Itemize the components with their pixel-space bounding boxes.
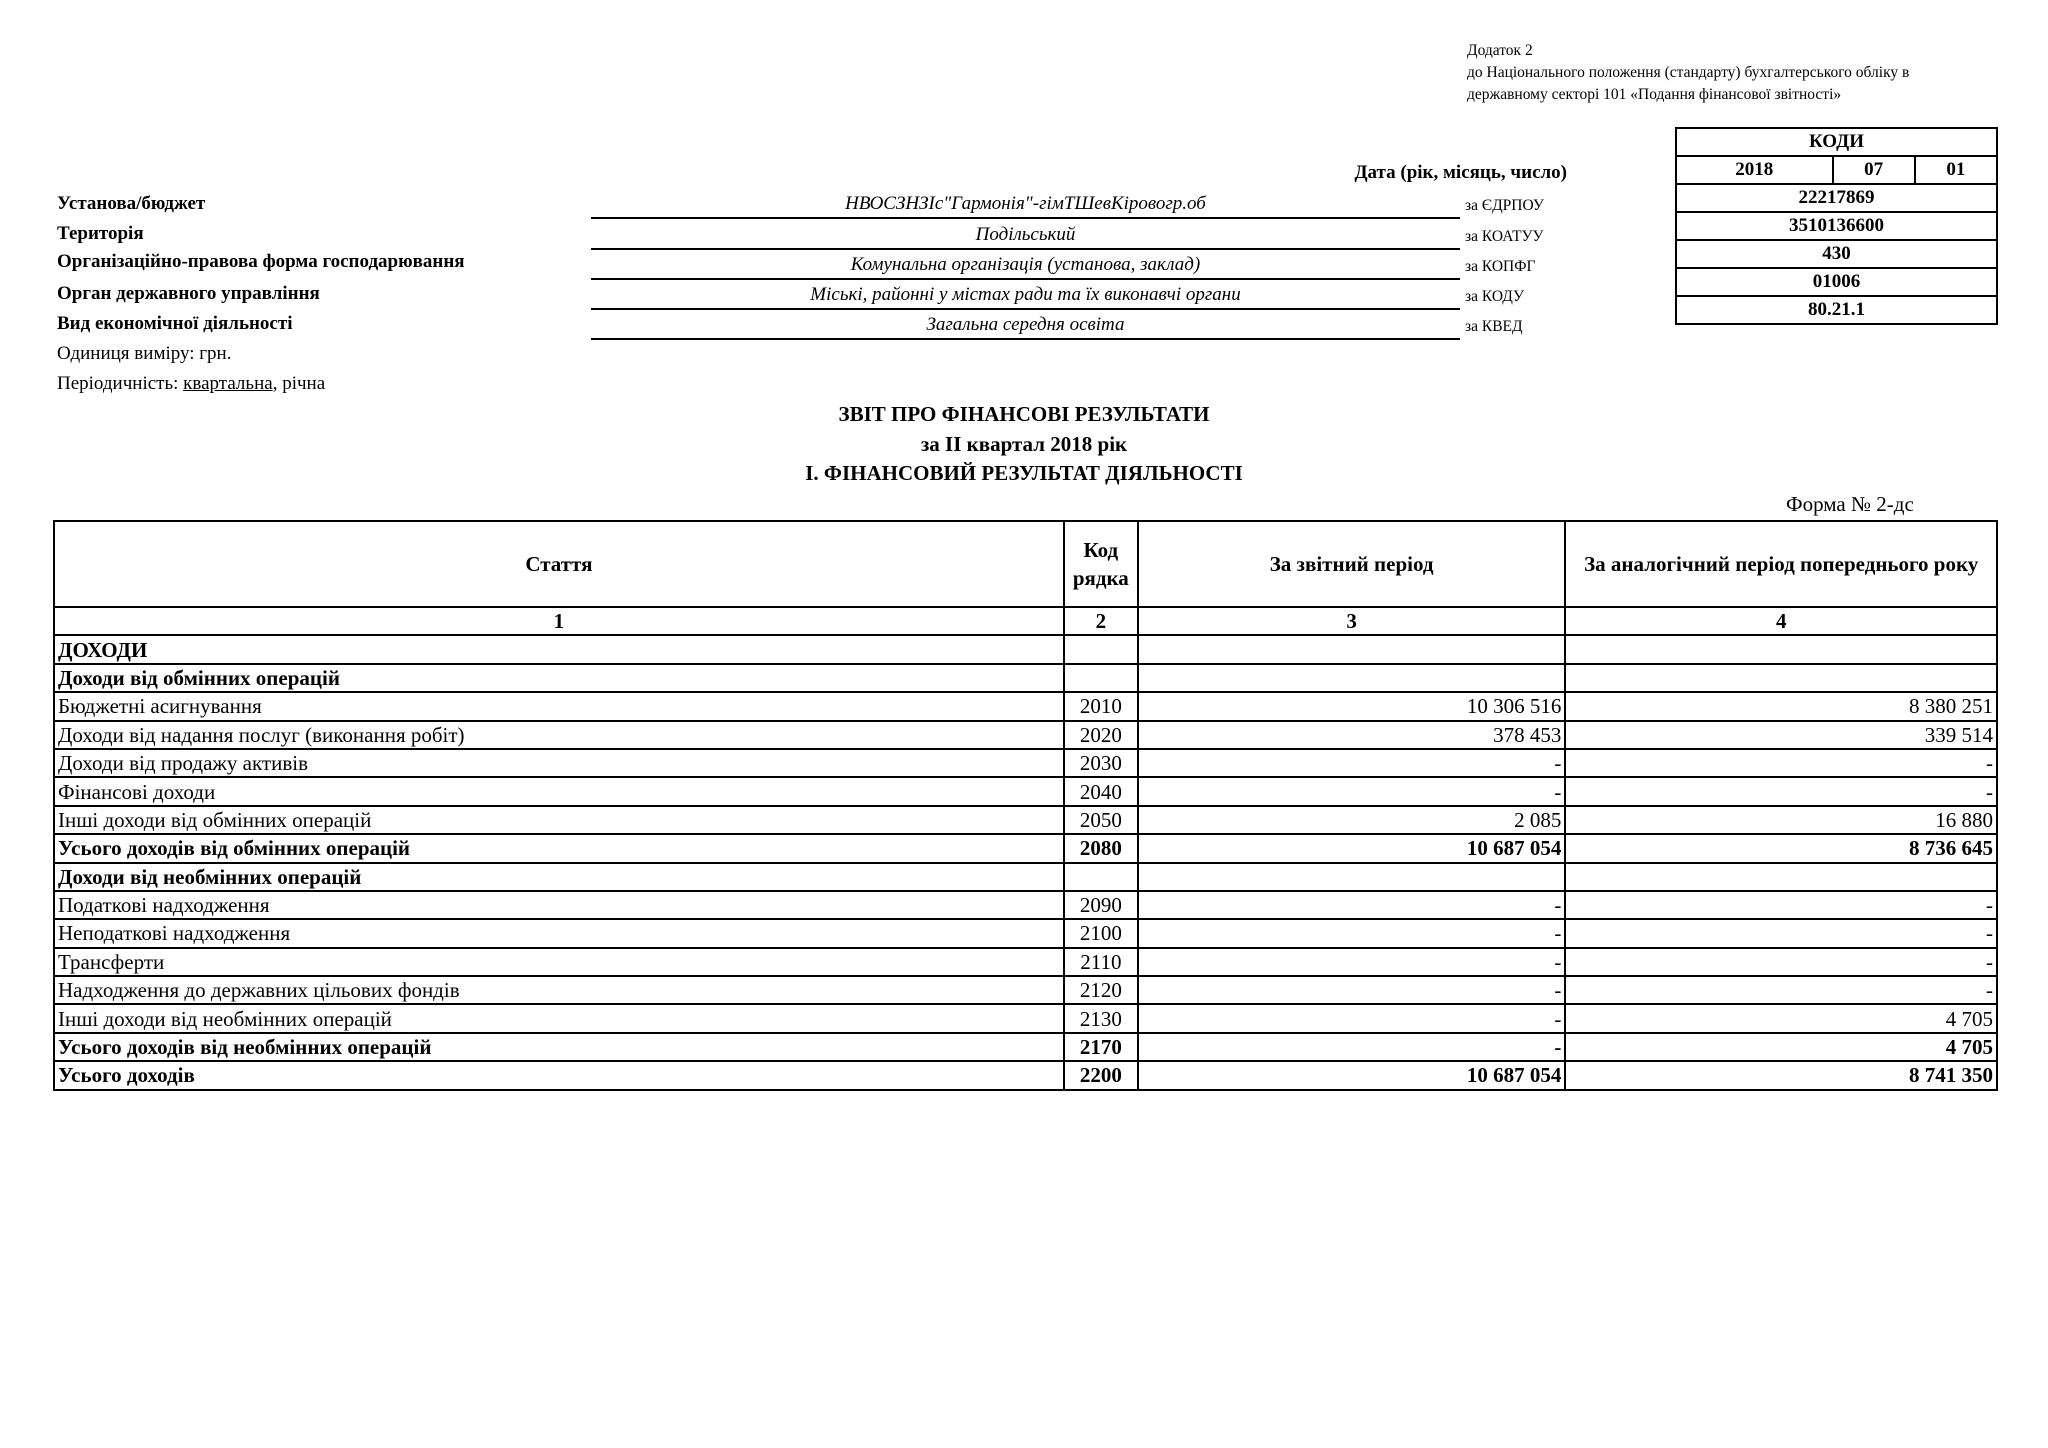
date-label: Дата (рік, місяць, число) [1354,162,1567,183]
table-row [54,863,1997,891]
row-current-value: 10 687 054 [1138,834,1566,862]
periodicity-selected: квартальна [183,373,273,394]
table-row [54,891,1997,919]
row-previous-value [1565,863,1997,891]
row-previous-value: - [1565,749,1997,777]
unit-of-measure: Одиниця виміру: грн. [57,343,232,364]
row-previous-value: - [1565,919,1997,947]
table-row [54,806,1997,834]
annex-line-2: до Національного положення (стандарту) бухгалтерського обліку в [1467,64,1910,81]
row-current-value [1138,664,1566,692]
institution-label: Установа/бюджет [57,193,206,214]
row-previous-value: - [1565,948,1997,976]
row-code: 2110 [1064,948,1138,976]
annex-note [1467,40,2027,106]
table-row [54,1004,1997,1032]
table-row [54,1033,1997,1061]
col-number-2: 2 [1064,607,1138,635]
table-row [54,976,1997,1004]
row-name: Податкові надходження [54,891,1064,919]
col-number-4: 4 [1565,607,1997,635]
form-number: Форма № 2-дс [1786,492,1914,516]
territory-label: Територія [57,223,144,244]
row-name: Фінансові доходи [54,777,1064,805]
table-row [54,948,1997,976]
table-row [54,1061,1997,1089]
row-current-value: - [1138,1004,1566,1032]
row-previous-value [1565,664,1997,692]
authority-label: Орган державного управління [57,283,320,304]
row-name: Інші доходи від обмінних операцій [54,806,1064,834]
table-row [54,664,1997,692]
periodicity [57,373,325,395]
row-previous-value: 8 736 645 [1565,834,1997,862]
row-name: Інші доходи від необмінних операцій [54,1004,1064,1032]
row-name: Усього доходів від обмінних операцій [54,834,1064,862]
row-name: Доходи від надання послуг (виконання робіт) [54,721,1064,749]
table-row [54,635,1997,663]
financial-results-table [53,520,1998,1091]
code-year: 2018 [1676,156,1833,184]
row-name: Трансферти [54,948,1064,976]
col-number-3: 3 [1138,607,1566,635]
edrpou-label: за ЄДРПОУ [1465,197,1544,214]
table-header-row [54,521,1997,607]
row-current-value [1138,635,1566,663]
row-name: ДОХОДИ [54,635,1064,663]
code-kopfg: 430 [1676,240,1997,268]
row-previous-value: 4 705 [1565,1004,1997,1032]
territory-value: Подільський [591,222,1460,250]
row-previous-value: 339 514 [1565,721,1997,749]
row-previous-value: - [1565,777,1997,805]
row-code: 2030 [1064,749,1138,777]
annex-line-3: державному секторі 101 «Подання фінансової звітності» [1467,86,1842,103]
row-code [1064,635,1138,663]
institution-value: НВОСЗНЗІс"Гармонія"-гімТШевКіровогр.об [591,191,1460,219]
row-current-value: - [1138,1033,1566,1061]
header-current: За звітний період [1138,521,1566,607]
row-current-value: - [1138,919,1566,947]
row-name: Неподаткові надходження [54,919,1064,947]
row-code: 2120 [1064,976,1138,1004]
periodicity-rest: , річна [272,373,326,394]
table-row [54,721,1997,749]
row-current-value: - [1138,749,1566,777]
row-code: 2020 [1064,721,1138,749]
row-current-value: 2 085 [1138,806,1566,834]
row-previous-value: 8 380 251 [1565,692,1997,720]
table-row [54,834,1997,862]
header-code: Код рядка [1064,521,1138,607]
row-name: Доходи від необмінних операцій [54,863,1064,891]
koatuu-label: за КОАТУУ [1465,228,1544,245]
row-code: 2010 [1064,692,1138,720]
table-row [54,777,1997,805]
column-numbers-row [54,607,1997,635]
row-current-value: 378 453 [1138,721,1566,749]
row-name: Доходи від обмінних операцій [54,664,1064,692]
row-name: Усього доходів [54,1061,1064,1089]
row-code: 2100 [1064,919,1138,947]
row-name: Усього доходів від необмінних операцій [54,1033,1064,1061]
row-previous-value: 8 741 350 [1565,1061,1997,1089]
table-row [54,919,1997,947]
kopfg-label: за КОПФГ [1465,258,1536,275]
table-row [54,749,1997,777]
row-current-value: - [1138,891,1566,919]
row-code: 2090 [1064,891,1138,919]
kodu-label: за КОДУ [1465,288,1524,305]
row-name: Надходження до державних цільових фондів [54,976,1064,1004]
code-day: 01 [1915,156,1997,184]
row-code: 2080 [1064,834,1138,862]
report-period: за ІІ квартал 2018 рік [920,432,1128,456]
kved-label: за КВЕД [1465,318,1523,335]
codes-title: КОДИ [1676,128,1997,156]
codes-box [1675,127,1998,325]
row-previous-value: - [1565,976,1997,1004]
row-code: 2040 [1064,777,1138,805]
legal-form-value: Комунальна організація (установа, заклад) [591,252,1460,280]
row-code [1064,863,1138,891]
row-name: Доходи від продажу активів [54,749,1064,777]
activity-value: Загальна середня освіта [591,312,1460,340]
row-name: Бюджетні асигнування [54,692,1064,720]
row-code: 2200 [1064,1061,1138,1089]
report-title: ЗВІТ ПРО ФІНАНСОВІ РЕЗУЛЬТАТИ [838,402,1210,426]
row-previous-value: 16 880 [1565,806,1997,834]
row-current-value: - [1138,976,1566,1004]
activity-label: Вид економічної діяльності [57,313,293,334]
header-article: Стаття [54,521,1064,607]
header-previous: За аналогічний період попереднього року [1565,521,1997,607]
code-koatuu: 3510136600 [1676,212,1997,240]
code-edrpou: 22217869 [1676,184,1997,212]
row-current-value [1138,863,1566,891]
authority-value: Міські, районні у містах ради та їх виконавчі органи [591,282,1460,310]
code-month: 07 [1833,156,1915,184]
annex-line-1: Додаток 2 [1467,42,1533,59]
row-previous-value [1565,635,1997,663]
row-current-value: - [1138,948,1566,976]
row-previous-value: - [1565,891,1997,919]
col-number-1: 1 [54,607,1064,635]
row-code: 2050 [1064,806,1138,834]
row-code: 2130 [1064,1004,1138,1032]
periodicity-prefix: Періодичність: [57,373,184,394]
table-row [54,692,1997,720]
row-code [1064,664,1138,692]
legal-form-label: Організаційно-правова форма господарювання [57,251,465,272]
section-title: І. ФІНАНСОВИЙ РЕЗУЛЬТАТ ДІЯЛЬНОСТІ [805,461,1243,485]
code-kodu: 01006 [1676,268,1997,296]
row-code: 2170 [1064,1033,1138,1061]
row-current-value: 10 687 054 [1138,1061,1566,1089]
code-kved: 80.21.1 [1676,296,1997,324]
row-current-value: 10 306 516 [1138,692,1566,720]
row-previous-value: 4 705 [1565,1033,1997,1061]
row-current-value: - [1138,777,1566,805]
